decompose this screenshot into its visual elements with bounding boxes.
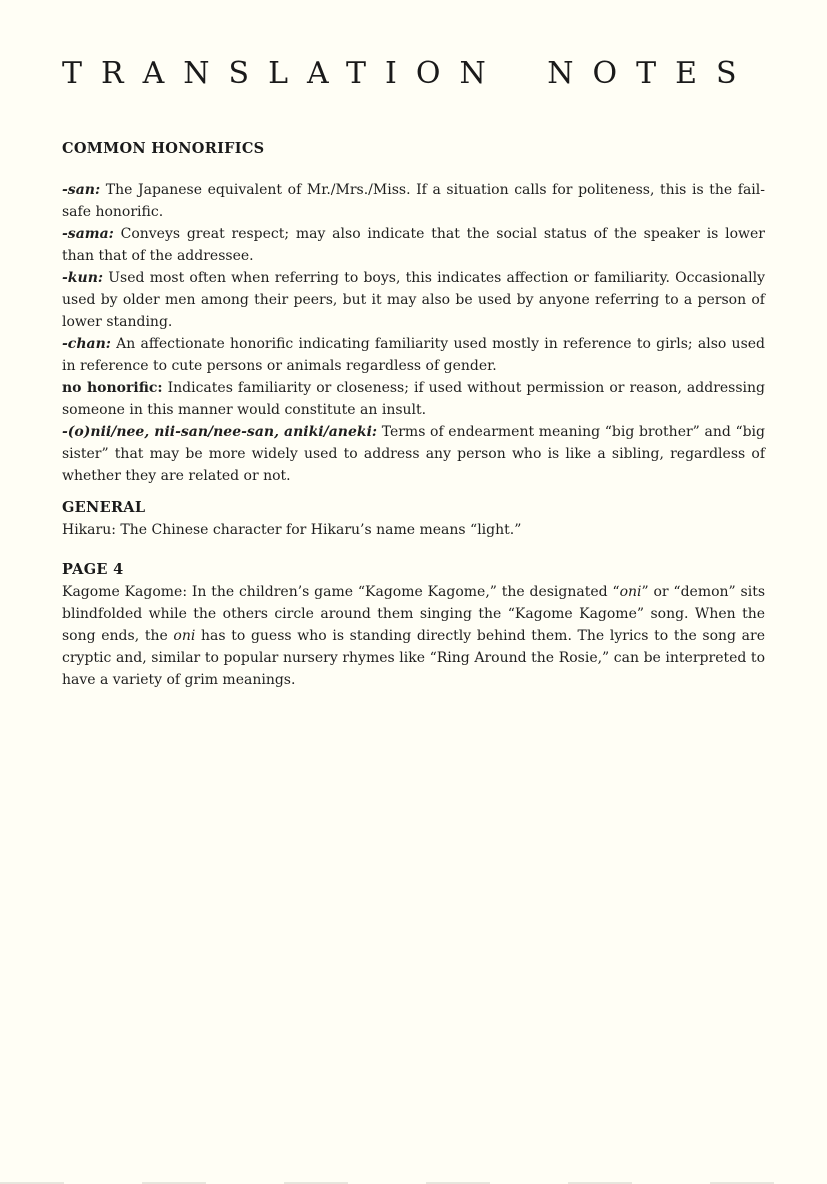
note-text-run: oni	[619, 584, 642, 600]
note-entry	[62, 223, 765, 267]
note-text-run: Indicates familiarity or closeness; if used without permission or reason, addressing someone in this manner would constitute an insult.	[62, 380, 765, 418]
page-title: TRANSLATION NOTES	[62, 56, 756, 91]
section-heading: GENERAL	[62, 499, 146, 516]
note-entry	[62, 581, 765, 691]
note-entry	[62, 421, 765, 487]
note-text-run: no honorific:	[62, 380, 163, 396]
note-text-run: -chan:	[62, 336, 111, 352]
note-text-run: has to guess who is standing directly behind them. The lyrics to the song are cryptic and, similar to popular nursery rhymes like “Ring Around the Rosie,” can be interpreted to have a variety of grim meanings.	[62, 628, 765, 688]
note-text-run: Terms of endearment meaning “big brother” and “big sister” that may be more widely used to address any person who is like a sibling, regardless of whether they are related or not.	[62, 424, 765, 484]
note-text-run: -sama:	[62, 226, 114, 242]
note-text-run: oni	[173, 628, 196, 644]
note-text-run: Used most often when referring to boys, this indicates affection or familiarity. Occasionally used by older men among their peers, but it may also be used by anyone referring to a person of lower standing.	[62, 270, 765, 330]
sections	[62, 138, 765, 691]
note-text-run: Conveys great respect; may also indicate that the social status of the speaker is lower than that of the addressee.	[62, 226, 765, 264]
note-entry	[62, 267, 765, 333]
note-text-run: An affectionate honorific indicating familiarity used mostly in reference to girls; also used in reference to cute persons or animals regardless of gender.	[62, 336, 765, 374]
notes-section	[62, 138, 765, 487]
note-text-run: Hikaru: The Chinese character for Hikaru’s name means “light.”	[62, 522, 522, 538]
note-entry	[62, 377, 765, 421]
note-text-run: The Japanese equivalent of Mr./Mrs./Miss. If a situation calls for politeness, this is the fail-safe honorific.	[62, 182, 765, 220]
notes-section	[62, 559, 765, 691]
note-text-run: -kun:	[62, 270, 104, 286]
note-text-run: -san:	[62, 182, 101, 198]
note-entry	[62, 179, 765, 223]
section-heading: COMMON HONORIFICS	[62, 140, 265, 157]
note-text-run: Kagome Kagome: In the children’s game “Kagome Kagome,” the designated “	[62, 584, 620, 600]
note-entry	[62, 333, 765, 377]
note-text-run: ” or “demon” sits blindfolded while the others circle around them singing the “Kagome Kagome” song. When the song ends, the	[62, 584, 766, 644]
section-heading: PAGE 4	[62, 561, 124, 578]
notes-section	[62, 497, 765, 541]
note-text-run: -(o)nii/nee, nii-san/nee-san, aniki/aneki:	[62, 424, 378, 440]
note-entry	[62, 519, 765, 541]
